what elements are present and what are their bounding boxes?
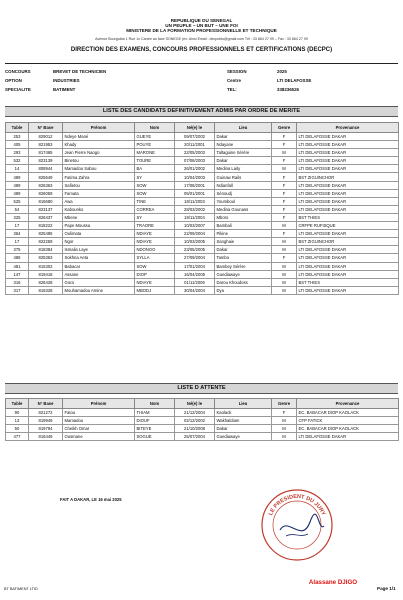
table-cell: F	[272, 189, 297, 197]
table-cell: BST THIES	[297, 278, 399, 286]
table-cell: LTI DELAFOSSE DAKAR	[297, 205, 399, 213]
table-row	[6, 254, 399, 262]
table-cell: 19/11/2004	[175, 213, 215, 221]
table-cell: 819794	[29, 425, 63, 433]
jury-stamp	[258, 486, 336, 564]
table-cell: Ousmane	[63, 433, 135, 441]
column-header: Nom	[135, 399, 175, 409]
table-cell: Guediawaye	[215, 270, 272, 278]
column-header: Prénom	[63, 123, 135, 133]
table-cell: 477	[6, 433, 29, 441]
column-header: Né(e) le	[175, 123, 215, 133]
table-cell: 21/10/2008	[175, 425, 215, 433]
admis-banner: LISTE DES CANDIDATS DEFINITIVEMENT ADMIS PAR ORDRE DE MERITE	[5, 106, 398, 117]
table-cell: M	[272, 433, 297, 441]
table-cell: LTI DELAFOSSE DAKAR	[297, 286, 399, 294]
table-cell: GUEYE	[135, 133, 175, 141]
table-cell: LTI DELAFOSSE DAKAR	[297, 165, 399, 173]
column-header: Provenance	[297, 123, 399, 133]
table-cell: Fatima Zahra	[63, 173, 135, 181]
table-cell: MBODJ	[135, 286, 175, 294]
signatory-name: Alassane DJIGO	[308, 579, 358, 586]
table-cell: M	[272, 149, 297, 157]
table-cell: 489	[6, 189, 29, 197]
republic-title: REPUBLIQUE DU SENEGAL	[170, 18, 233, 23]
table-cell: M	[272, 246, 297, 254]
table-cell: NDONGO	[135, 246, 175, 254]
table-cell: Binetou	[63, 157, 135, 165]
table-cell: NDIAYE	[135, 238, 175, 246]
session-value: 2025	[277, 69, 287, 74]
table-cell: TRAORE	[135, 222, 175, 230]
table-cell: Dakar	[215, 246, 272, 254]
table-cell: SOGUE	[135, 433, 175, 441]
concours-value: BREVET DE TECHNICIEN	[53, 69, 107, 74]
table-cell: Medina Gounass	[215, 205, 272, 213]
column-header: Lieu	[215, 123, 272, 133]
table-cell: BST ZIGUINCHOR	[297, 173, 399, 181]
table-cell: Dya	[215, 286, 272, 294]
table-cell: Taltaguine Sérère	[215, 149, 272, 157]
table-cell: Ndianfall	[215, 181, 272, 189]
table-cell: Kaolack	[215, 409, 272, 417]
table-cell: Bambey Sérère	[215, 262, 272, 270]
table-cell: Khady	[63, 141, 135, 149]
table-cell: 325	[6, 213, 29, 221]
table-cell: LTI DELAFOSSE DAKAR	[297, 246, 399, 254]
session-label: SESSION	[227, 69, 247, 74]
table-cell: 28/03/2002	[175, 205, 215, 213]
admis-rows	[6, 133, 399, 295]
table-cell: F	[272, 197, 297, 205]
table-cell: 26/01/2002	[175, 165, 215, 173]
table-cell: 317	[6, 286, 29, 294]
table-cell: Fatou	[63, 409, 135, 417]
table-cell: 486	[6, 254, 29, 262]
table-cell: Sénoudj	[215, 189, 272, 197]
table-cell: 17	[6, 238, 29, 246]
table-cell: 18/11/2003	[175, 197, 215, 205]
table-cell: F	[272, 157, 297, 165]
table-cell: 532	[6, 157, 29, 165]
table-cell: M	[272, 417, 297, 425]
table-cell: 818222	[29, 222, 63, 230]
table-cell: 10/03/2005	[175, 238, 215, 246]
column-header: Lieu	[215, 399, 272, 409]
table-cell: F	[272, 205, 297, 213]
table-cell: Dakar	[215, 133, 272, 141]
table-cell: 489	[6, 173, 29, 181]
table-cell: Oulimata	[63, 230, 135, 238]
table-cell: 375	[6, 246, 29, 254]
attente-banner: LISTE D ATTENTE	[5, 383, 398, 394]
admis-header-row	[6, 123, 399, 133]
table-cell: 816449	[29, 433, 63, 441]
table-cell: 823137	[29, 205, 63, 213]
specialite-label: SPECIALITE	[5, 87, 31, 92]
table-cell: 826059	[29, 189, 63, 197]
table-cell: Mbene	[63, 213, 135, 221]
table-cell: Cheikh Omar	[63, 425, 135, 433]
column-header: N° Base	[29, 399, 63, 409]
table-cell: F	[272, 181, 297, 189]
table-row	[6, 230, 399, 238]
table-row	[6, 141, 399, 149]
table-cell: 829012	[29, 133, 63, 141]
table-cell: 489	[6, 181, 29, 189]
ministry-title: MINISTERE DE LA FORMATION PROFESSIONNELLE ET TECHNIQUE	[126, 28, 277, 34]
table-cell: Mamadou Sabou	[63, 165, 135, 173]
table-cell: F	[272, 133, 297, 141]
table-cell: LTI DELAFOSSE DAKAR	[297, 197, 399, 205]
table-cell: 816680	[29, 197, 63, 205]
table-row	[6, 181, 399, 189]
table-cell: LTI DELAFOSSE DAKAR	[297, 189, 399, 197]
table-cell: M	[272, 165, 297, 173]
table-row	[6, 213, 399, 221]
column-header: Table	[6, 123, 29, 133]
table-row	[6, 238, 399, 246]
column-header: Nom	[135, 123, 175, 133]
table-cell: 826437	[29, 213, 63, 221]
column-header: Genre	[272, 399, 297, 409]
table-cell: 525	[6, 197, 29, 205]
table-row	[6, 246, 399, 254]
table-cell: 821953	[29, 141, 63, 149]
table-cell: Kabounko	[63, 205, 135, 213]
table-cell: Sanghaie	[215, 238, 272, 246]
table-cell: F	[272, 173, 297, 181]
table-cell: 819949	[29, 417, 63, 425]
table-cell: 825363	[29, 254, 63, 262]
table-cell: LTI DELAFOSSE DAKAR	[297, 141, 399, 149]
page-number: Page 1/1	[377, 586, 396, 591]
table-cell: LTI DELAFOSSE DAKAR	[297, 270, 399, 278]
table-cell: 821272	[29, 409, 63, 417]
table-cell: Assane	[63, 270, 135, 278]
table-cell: 405	[6, 141, 29, 149]
table-cell: LTI DELAFOSSE DAKAR	[297, 262, 399, 270]
table-cell: F	[272, 141, 297, 149]
table-row	[6, 417, 399, 425]
table-cell: Mboro	[215, 213, 272, 221]
table-cell: 808944	[29, 165, 63, 173]
tel-label: TEL:	[227, 87, 237, 92]
table-cell: 253	[6, 133, 29, 141]
attente-table	[5, 398, 399, 441]
table-cell: M	[272, 270, 297, 278]
column-header: Prénom	[63, 399, 135, 409]
table-cell: M	[272, 222, 297, 230]
table-cell: 826428	[29, 278, 63, 286]
table-cell: 147	[6, 270, 29, 278]
table-cell: POUYE	[135, 141, 175, 149]
table-cell: Pikine	[215, 230, 272, 238]
table-cell: 01/11/2006	[175, 278, 215, 286]
table-cell: BA	[135, 165, 175, 173]
table-cell: Guinaw Rails	[215, 173, 272, 181]
table-cell: 09/07/2002	[175, 133, 215, 141]
table-cell: CFP FATICK	[297, 417, 399, 425]
table-cell: DIOP	[135, 270, 175, 278]
table-cell: SOW	[135, 189, 175, 197]
table-cell: NDIAYE	[135, 278, 175, 286]
table-cell: BST THIES	[297, 213, 399, 221]
table-cell: TOURE	[135, 157, 175, 165]
table-cell: 16/04/2005	[175, 270, 215, 278]
table-cell: Wakhaldiam	[215, 417, 272, 425]
option-label: OPTION	[5, 78, 22, 83]
table-cell: 818384	[29, 246, 63, 254]
tel-value: 338236526	[277, 87, 299, 92]
table-cell: Ndayane	[215, 141, 272, 149]
table-cell: F	[272, 409, 297, 417]
table-cell: 21/12/2004	[175, 409, 215, 417]
svg-text:LE PRESIDENT DU JURY	[268, 494, 326, 517]
table-cell: Dakar	[215, 157, 272, 165]
table-cell: Mamadou	[63, 417, 135, 425]
column-header: Né(e) le	[175, 399, 215, 409]
table-cell: TINE	[135, 197, 175, 205]
footer-doc-name: BT BATIMENT LTID	[4, 587, 38, 591]
table-cell: M	[272, 425, 297, 433]
table-cell: 20/11/2001	[175, 141, 215, 149]
table-cell: NDIAYE	[135, 230, 175, 238]
table-row	[6, 197, 399, 205]
table-cell: 10/03/2007	[175, 222, 215, 230]
table-cell: LTI DELAFOSSE DAKAR	[297, 181, 399, 189]
direction-title: DIRECTION DES EXAMENS, CONCOURS PROFESSIONNELS ET CERTIFICATIONS (DECPC)	[70, 47, 333, 53]
table-row	[6, 133, 399, 141]
table-cell: SOW	[135, 181, 175, 189]
table-cell: Dakar	[215, 425, 272, 433]
table-cell: 27/09/2004	[175, 254, 215, 262]
column-header: N° Base	[29, 123, 63, 133]
table-cell: 293	[6, 149, 29, 157]
table-cell: 02/12/2002	[175, 417, 215, 425]
table-cell: LTI DELAFOSSE DAKAR	[297, 230, 399, 238]
table-cell: Jean Pierre Naogo	[63, 149, 135, 157]
table-cell: Ndeye Mané	[63, 133, 135, 141]
table-row	[6, 173, 399, 181]
table-cell: 14	[6, 165, 29, 173]
table-cell: LTI DELAFOSSE DAKAR	[297, 157, 399, 165]
table-cell: 54	[6, 205, 29, 213]
table-row	[6, 205, 399, 213]
table-cell: 22/05/2003	[175, 149, 215, 157]
table-cell: CORREA	[135, 205, 175, 213]
table-cell: Babacar	[63, 262, 135, 270]
table-row	[6, 262, 399, 270]
table-cell: Mouhamadou Amine	[63, 286, 135, 294]
table-cell: THIAM	[135, 409, 175, 417]
table-cell: 23/05/2005	[175, 246, 215, 254]
table-cell: LTI DELAFOSSE DAKAR	[297, 433, 399, 441]
table-cell: 822259	[29, 238, 63, 246]
table-cell: 316	[6, 278, 29, 286]
table-cell: Pape Moussa	[63, 222, 135, 230]
table-cell: LTI DELAFOSSE DAKAR	[297, 133, 399, 141]
table-cell: 817465	[29, 149, 63, 157]
table-cell: M	[272, 262, 297, 270]
table-cell: BST ZIGUINCHOR	[297, 238, 399, 246]
table-row	[6, 222, 399, 230]
table-cell: 826363	[29, 181, 63, 189]
table-cell: Medina Laity	[215, 165, 272, 173]
column-header: Genre	[272, 123, 297, 133]
header-divider	[5, 63, 398, 64]
table-cell: MARONE	[135, 149, 175, 157]
table-cell: F	[272, 230, 297, 238]
table-row	[6, 286, 399, 294]
table-cell: 481	[6, 262, 29, 270]
table-cell: 17	[6, 222, 29, 230]
table-cell: 25/07/2004	[175, 433, 215, 441]
table-cell: 816328	[29, 286, 63, 294]
table-row	[6, 157, 399, 165]
table-cell: 13	[6, 417, 29, 425]
table-row	[6, 189, 399, 197]
attente-header-row	[6, 399, 399, 409]
table-cell: Awa	[63, 197, 135, 205]
motto: UN PEUPLE – UN BUT – UNE FOI	[165, 23, 238, 29]
centre-label: Centre	[227, 78, 241, 83]
table-cell: 823139	[29, 157, 63, 165]
table-cell: EC. BABACAR DIOP KAOLACK	[297, 425, 399, 433]
table-cell: Safietou	[63, 181, 135, 189]
table-cell: SOW	[135, 262, 175, 270]
table-cell: M	[272, 238, 297, 246]
table-cell: Famata	[63, 189, 135, 197]
column-header: Table	[6, 399, 29, 409]
fait-a-dakar: FAIT A DAKAR, LE 16 mai 2025	[60, 497, 122, 502]
table-cell: 10/04/2003	[175, 173, 215, 181]
table-cell: 17/01/2004	[175, 262, 215, 270]
table-row	[6, 270, 399, 278]
table-cell: 07/08/2003	[175, 157, 215, 165]
table-cell: BITEYE	[135, 425, 175, 433]
table-cell: 364	[6, 230, 29, 238]
table-cell: 17/08/2001	[175, 181, 215, 189]
table-cell: CRFPE RUFISQUE	[297, 222, 399, 230]
table-cell: 22/09/2004	[175, 230, 215, 238]
signature-stroke	[280, 514, 324, 531]
table-cell: SYLLA	[135, 254, 175, 262]
table-cell: Youmboul	[215, 197, 272, 205]
admis-table	[5, 122, 399, 295]
table-cell: SY	[135, 213, 175, 221]
table-cell: Bambali	[215, 222, 272, 230]
table-cell: LTI DELAFOSSE DAKAR	[297, 254, 399, 262]
table-cell: 825649	[29, 173, 63, 181]
table-cell: 50	[6, 425, 29, 433]
table-cell: SY	[135, 173, 175, 181]
table-cell: 815302	[29, 262, 63, 270]
stamp-text: LE PRESIDENT DU JURY	[267, 493, 327, 517]
table-cell: 05/01/2001	[175, 189, 215, 197]
table-row	[6, 149, 399, 157]
table-cell: 30/04/2004	[175, 286, 215, 294]
column-header: Provenance	[297, 399, 399, 409]
attente-rows	[6, 409, 399, 441]
table-cell: EC. BABACAR DIOP KAOLACK	[297, 409, 399, 417]
table-row	[6, 165, 399, 173]
letterhead	[0, 18, 403, 34]
table-cell: M	[272, 278, 297, 286]
table-cell: Gora	[63, 278, 135, 286]
table-row	[6, 425, 399, 433]
table-cell: Ngor	[63, 238, 135, 246]
table-row	[6, 409, 399, 417]
table-cell: Guediawaye	[215, 433, 272, 441]
table-cell: M	[272, 286, 297, 294]
table-row	[6, 278, 399, 286]
table-cell: Darou Khoudoss	[215, 278, 272, 286]
table-cell: F	[272, 254, 297, 262]
table-cell: 90	[6, 409, 29, 417]
table-cell: 819418	[29, 270, 63, 278]
table-cell: F	[272, 213, 297, 221]
table-cell: Ismaila Laye	[63, 246, 135, 254]
table-cell: 825495	[29, 230, 63, 238]
address-line: Avenue Bourguiba 1 Rue 1x Cantre au face SONEGE (ex: Ainsi Email : decpcbts@gmail.com Tél : 33 864 27 99 – Fax : 33 864 27 99	[95, 37, 308, 41]
table-row	[6, 433, 399, 441]
table-cell: DIOUF	[135, 417, 175, 425]
table-cell: Tambo	[215, 254, 272, 262]
option-value: INDUSTRIES	[53, 78, 80, 83]
table-cell: LTI DELAFOSSE DAKAR	[297, 149, 399, 157]
centre-value: LTI DELAFOSSE	[277, 78, 312, 83]
specialite-value: BATIMENT	[53, 87, 76, 92]
concours-label: CONCOURS	[5, 69, 31, 74]
table-cell: Sokhna Aeta	[63, 254, 135, 262]
